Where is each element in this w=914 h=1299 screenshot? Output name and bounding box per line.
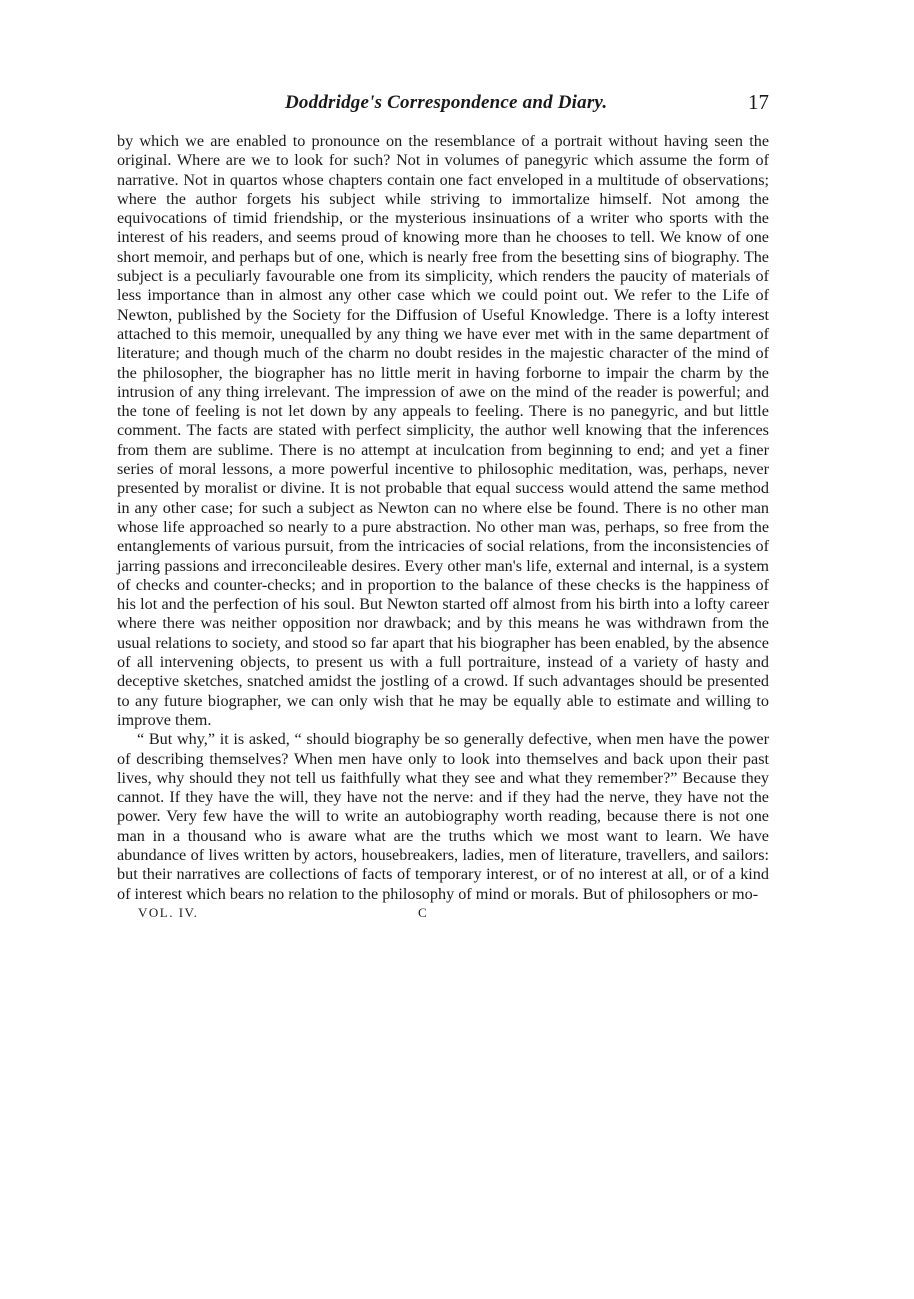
body-text [117,132,769,904]
page-header [117,92,769,118]
page-number: 17 [748,90,769,114]
page-footer [117,905,769,925]
book-page [117,92,769,925]
volume-label: VOL. IV. [138,904,199,920]
running-title: Doddridge's Correspondence and Diary. [285,92,608,113]
signature-mark: C [418,904,429,920]
paragraph: by which we are enabled to pronounce on the resemblance of a portrait without having seen the original. Where are we to look for such? Not in volumes of panegyric which assume the form of narrative. Not in quartos whose chapters contain one fact enveloped in a multitude of observations; where the author forgets his subject while striving to immortalize himself. Not among the equivocations of timid friendship, or the mysterious insinuations of a writer who sports with the interest of his readers, and seems proud of knowing more than he chooses to tell. We know of one short memoir, and perhaps but of one, which is nearly free from the besetting sins of biography. The subject is a peculiarly favourable one from its simplicity, which renders the paucity of materials of less importance than in almost any other case which we could point out. We refer to the Life of Newton, published by the Society for the Diffusion of Useful Knowledge. There is a lofty interest attached to this memoir, unequalled by any thing we have ever met with in the same department of literature; and though much of the charm no doubt resides in the majestic character of the mind of the philosopher, the biographer has no little merit in having forborne to impair the charm by the intrusion of any thing irrelevant. The impression of awe on the mind of the reader is powerful; and the tone of feeling is not let down by any appeals to feeling. There is no panegyric, and but little comment. The facts are stated with perfect simplicity, the author well knowing that the inferences from them are sublime. There is no attempt at inculcation from beginning to end; and yet a finer series of moral lessons, a more powerful incentive to philosophic meditation, was, perhaps, never presented by moralist or divine. It is not probable that equal success would attend the same method in any other case; for such a subject as Newton can no where else be found. There is no other man whose life approached so nearly to a pure abstraction. No other man was, perhaps, so free from the entanglements of various pursuit, from the intricacies of social relations, from the inconsistencies of jarring passions and irreconcileable desires. Every other man's life, external and internal, is a system of checks and counter-checks; and in proportion to the balance of these checks is the happiness of his lot and the perfection of his soul. But Newton started off almost from his birth into a lofty career where there was neither opposition nor drawback; and by this means he was withdrawn from the usual relations to society, and stood so far apart that his biographer has been enabled, by the absence of all intervening objects, to present us with a full portraiture, instead of a variety of hasty and deceptive sketches, snatched amidst the jostling of a crowd. If such advantages should be presented to any future biographer, we can only wish that he may be equally able to estimate and willing to improve them. [117,132,769,729]
paragraph: “ But why,” it is asked, “ should biography be so generally defective, when men have the power of describing themselves? When men have only to look into themselves and back upon their past lives, why should they not tell us faithfully what they see and what they remember?” Because they cannot. If they have the will, they have not the nerve: and if they had the nerve, they have not the power. Very few have the will to write an autobiography worth reading, because there is not one man in a thousand who is aware what are the truths which we most want to learn. We have abundance of lives written by actors, housebreakers, ladies, men of literature, travellers, and sailors: but their narratives are collections of facts of temporary interest, or of no interest at all, or of a kind of interest which bears no relation to the philosophy of mind or morals. But of philosophers or mo- [117,730,769,903]
